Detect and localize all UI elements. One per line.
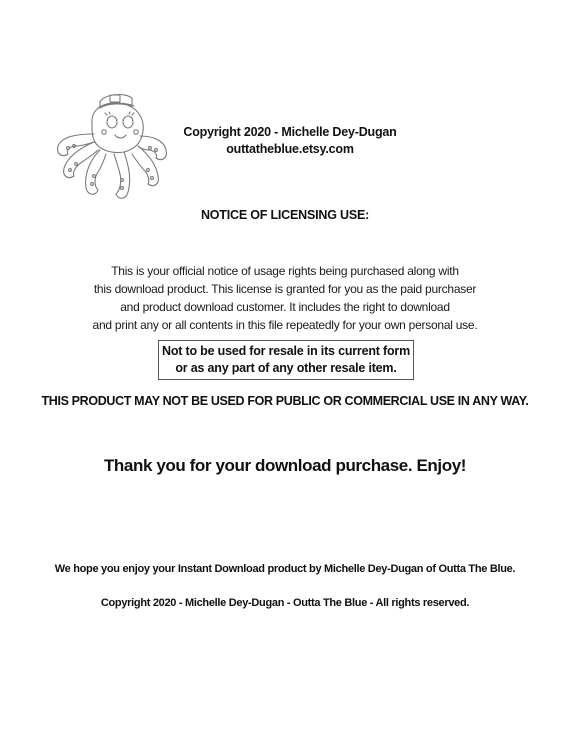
header-block	[150, 124, 430, 158]
resale-notice-box	[158, 340, 414, 380]
license-body-line: This is your official notice of usage rights being purchased along with	[111, 264, 459, 278]
footer-copyright: Copyright 2020 - Michelle Dey-Dugan - Outta The Blue - All rights reserved.	[100, 597, 470, 609]
thank-you-message: Thank you for your download purchase. Enjoy!	[103, 456, 467, 475]
license-body-line: this download product. This license is granted for you as the paid purchaser	[93, 282, 477, 296]
resale-line-2: or as any part of any other resale item.	[175, 361, 397, 375]
resale-line-1: Not to be used for resale in its current form	[162, 344, 410, 358]
license-body-line: and print any or all contents in this file repeatedly for your own personal use.	[92, 318, 478, 332]
commercial-use-warning: THIS PRODUCT MAY NOT BE USED FOR PUBLIC OR COMMERCIAL USE IN ANY WAY.	[41, 394, 529, 408]
enjoy-message: We hope you enjoy your Instant Download product by Michelle Dey-Dugan of Outta The Blue.	[54, 563, 516, 575]
license-body-line: and product download customer. It includes the right to download	[120, 300, 450, 314]
header-copyright: Copyright 2020 - Michelle Dey-Dugan	[183, 125, 397, 139]
notice-heading: NOTICE OF LICENSING USE:	[200, 208, 370, 222]
license-body	[40, 262, 530, 334]
shop-url: outtatheblue.etsy.com	[226, 142, 354, 156]
